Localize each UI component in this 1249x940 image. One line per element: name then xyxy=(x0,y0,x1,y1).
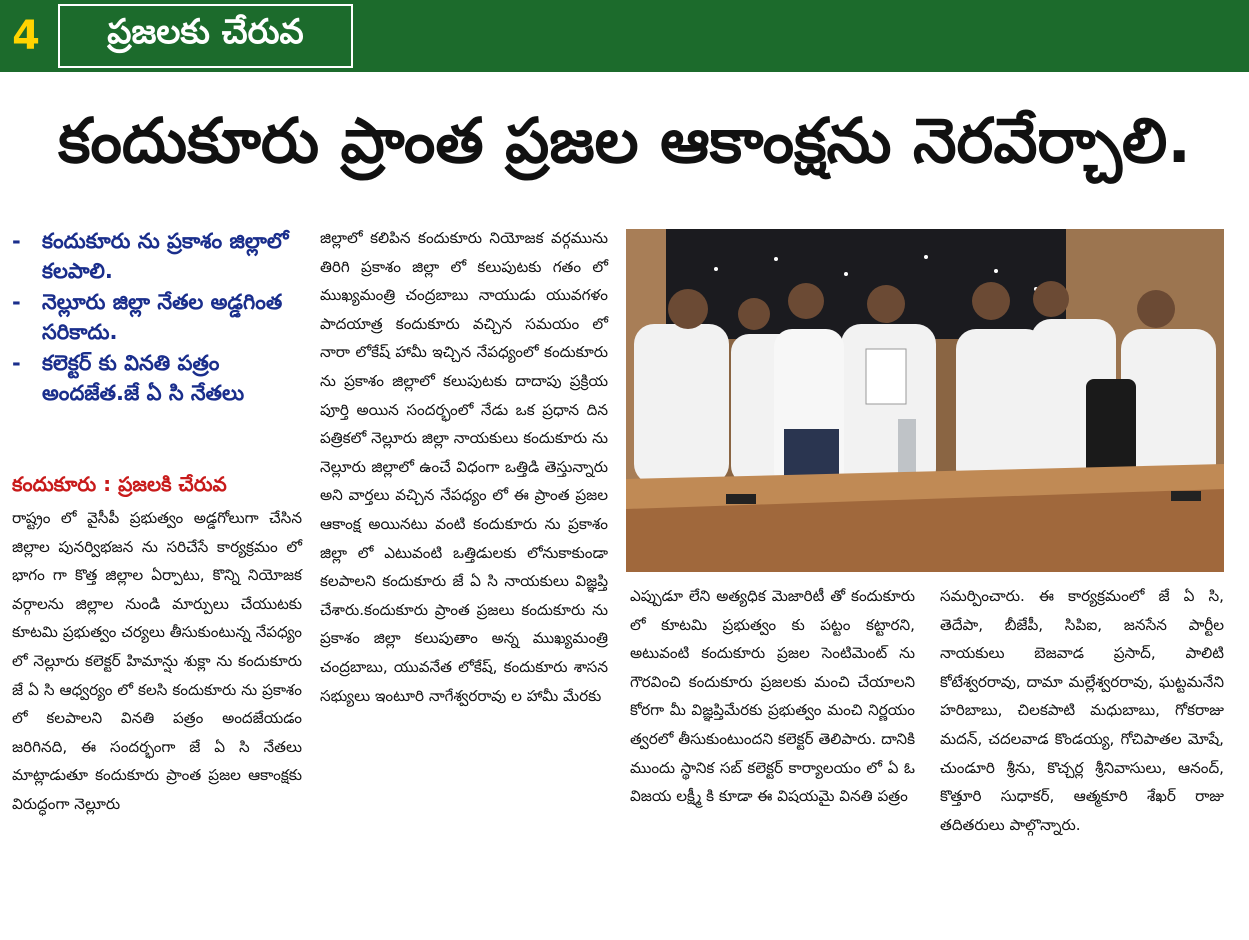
bullet-text: కందుకూరు ను ప్రకాశం జిల్లాలో కలపాలి. xyxy=(42,229,289,284)
section-title: ప్రజలకు చేరువ xyxy=(58,4,353,68)
article-column-4: సమర్పించారు. ఈ కార్యక్రమంలో జే ఏ సి, తెదేపా, బీజేపీ, సిపిఐ, జనసేన పార్టీల నాయకులు బెజవాడ ప్రసాద్, పాలిటి కోటేశ్వరరావు, దామా మల్లేశ్వరరావు, ఘట్టమనేని హరిబాబు, చిలకపాటి మధుబాబు, గోకరాజు మదన్, చదలవాడ కొండయ్య, గోచిపాతల మోషే, చుండూరి శ్రీను, కొచ్చర్ల శ్రీనివాసులు, ఆనంద్, కొత్తూరి సుధాకర్, ఆత్మకూరి శేఖర్ రాజు తదితరులు పాల్గొన్నారు. xyxy=(940,587,1224,834)
article-column-3: ఎప్పుడూ లేని అత్యధిక మెజారిటీ తో కందుకూరు లో కూటమి ప్రభుత్వం కు పట్టం కట్టారని, అటువంటి కందుకూరు ప్రజల సెంటిమెంట్ ను గౌరవించి కందుకూరు ప్రజలకు మంచి చేయాలని కోరగా మీ విజ్ఞప్తిమేరకు ప్రభుత్వం మంచి నిర్ణయం త్వరలో తీసుకుంటుందని కలెక్టర్ తెలిపారు. దానికి ముందు స్థానిక సబ్ కలెక్టర్ కార్యాలయం లో ఏ ఓ విజయ లక్ష్మీ కి కూడా ఈ విషయమై వినతి పత్రం xyxy=(630,587,915,806)
bullet-text: నెల్లూరు జిల్లా నేతల అడ్డగింత సరికాదు. xyxy=(42,289,283,345)
photo-illustration xyxy=(626,229,1224,572)
page-number: 4 xyxy=(0,0,52,72)
bullet-text: కలెక్టర్ కు వినతి పత్రం అందజేత.జే ఏ సి నేతలు xyxy=(42,350,245,406)
bullet-dash: - xyxy=(12,289,21,314)
bullet-item xyxy=(12,226,302,287)
bullet-list xyxy=(12,226,302,409)
bullet-dash: - xyxy=(12,229,21,253)
dateline: కందుకూరు : ప్రజలకి చేరువ xyxy=(12,472,227,496)
bullet-dash: - xyxy=(12,350,21,375)
headline: కందుకూరు ప్రాంత ప్రజల ఆకాంక్షను నెరవేర్చాలి. xyxy=(58,104,1191,177)
news-photo xyxy=(626,229,1224,572)
article-column-2: జిల్లాలో కలిపిన కందుకూరు నియోజక వర్గమును తిరిగి ప్రకాశం జిల్లా లో కలుపుటకు గతం లో ముఖ్యమంత్రి చంద్రబాబు నాయుడు యువగళం పాదయాత్ర కందుకూరు వచ్చిన సమయం లో నారా లోకేష్ హామీ ఇచ్చిన నేపధ్యంలో కందుకూరు ను ప్రకాశం జిల్లాలో కలుపుటకు దాదాపు ప్రక్రియ పూర్తి అయిన సందర్భంలో నేడు ఒక ప్రధాన దిన పత్రికలో నెల్లూరు జిల్లా నాయకులు కందుకూరు ను నెల్లూరు జిల్లాలో ఉంచే విధంగా ఒత్తిడి తెస్తున్నారు అని వార్తలు వచ్చిన నేపధ్యం లో ఈ ప్రాంత ప్రజల ఆకాంక్ష అయినటు వంటి కందుకూరు ను ప్రకాశం జిల్లా లో ఎటువంటి ఒత్తిడులకు లోనుకాకుండా కలపాలని కందుకూరు జే ఏ సి నాయకులు విజ్ఞప్తి చేశారు.కందుకూరు ప్రాంత ప్రజలు కందుకూరు ను ప్రకాశం జిల్లా కలుపుతాం అన్న ముఖ్యమంత్రి చంద్రబాబు, యువనేత లోకేష్, కందుకూరు శాసన సభ్యులు ఇంటూరి నాగేశ్వరరావు ల హామీ మేరకు xyxy=(320,229,608,705)
article-column-1: రాష్ట్రం లో వైసీపీ ప్రభుత్వం అడ్డగోలుగా చేసిన జిల్లాల పునర్విభజన ను సరిచేసే కార్యక్రమం లో భాగం గా కొత్త జిల్లాల ఏర్పాటు, కొన్ని నియోజక వర్గాలను జిల్లాల నుండి మార్పులు చేయుటకు కూటమి ప్రభుత్వం చర్యలు తీసుకుంటున్న నేపధ్యం లో నెల్లూరు కలెక్టర్ హిమాన్షు శుక్లా ను కందుకూరు జే ఏ సి ఆధ్వర్యం లో కలసి కందుకూరు ను ప్రకాశం లో కలపాలని వినతి పత్రం అందజేయడం జరిగినది, ఈ సందర్భంగా జే ఏ సి నేతలు మాట్లాడుతూ కందుకూరు ప్రాంత ప్రజల ఆకాంక్షకు విరుద్ధంగా నెల్లూరు xyxy=(12,509,302,813)
bullet-item xyxy=(12,287,302,348)
bullet-item xyxy=(12,348,302,409)
